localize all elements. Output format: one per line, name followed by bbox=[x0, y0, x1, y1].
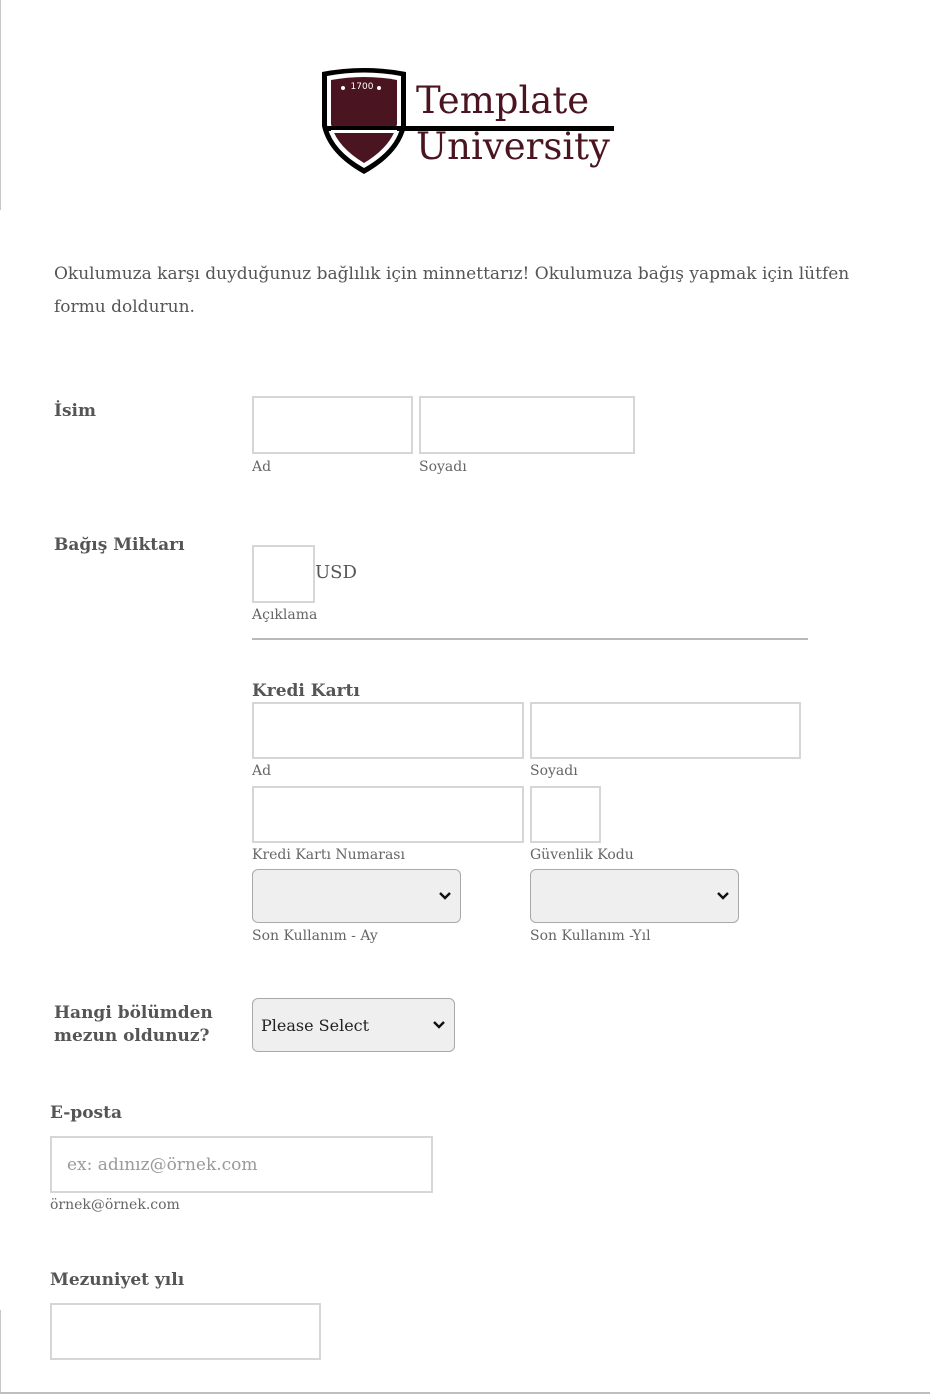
card-number-sublabel: Kredi Kartı Numarası bbox=[252, 847, 405, 863]
university-logo bbox=[320, 66, 620, 178]
donation-amount-input[interactable] bbox=[252, 545, 315, 603]
card-number-input[interactable] bbox=[252, 786, 524, 843]
chevron-down-icon bbox=[432, 1020, 446, 1030]
department-label bbox=[54, 1002, 213, 1048]
form-intro-text: Okulumuza karşı duyduğunuz bağlılık için minnettarız! Okulumuza bağış yapmak için lütfen formu doldurun. bbox=[54, 264, 850, 317]
email-sublabel: örnek@örnek.com bbox=[50, 1197, 180, 1213]
chevron-down-icon bbox=[716, 891, 730, 901]
currency-label: USD bbox=[315, 562, 357, 583]
department-selected-value: Please Select bbox=[261, 1015, 370, 1035]
frame-edge-bottom bbox=[0, 1310, 1, 1394]
expiry-month-select[interactable] bbox=[252, 869, 461, 923]
expiry-year-sublabel: Son Kullanım -Yıl bbox=[530, 928, 651, 944]
department-label-line1: Hangi bölümden bbox=[54, 1003, 213, 1023]
security-code-input[interactable] bbox=[530, 786, 601, 843]
expiry-month-sublabel: Son Kullanım - Ay bbox=[252, 928, 378, 944]
chevron-down-icon bbox=[438, 891, 452, 901]
card-last-name-input[interactable] bbox=[530, 702, 801, 759]
logo-title-line1: Template bbox=[416, 79, 590, 122]
last-name-input[interactable] bbox=[419, 396, 635, 454]
card-first-name-sublabel: Ad bbox=[252, 763, 272, 779]
department-label-line2: mezun oldunuz? bbox=[54, 1026, 210, 1046]
credit-card-heading: Kredi Kartı bbox=[252, 681, 360, 701]
department-select[interactable] bbox=[252, 998, 455, 1052]
logo-year: 1700 bbox=[350, 82, 374, 92]
email-input[interactable] bbox=[50, 1136, 433, 1193]
last-name-sublabel: Soyadı bbox=[419, 459, 467, 475]
card-last-name-sublabel: Soyadı bbox=[530, 763, 578, 779]
expiry-year-select[interactable] bbox=[530, 869, 739, 923]
card-first-name-input[interactable] bbox=[252, 702, 524, 759]
email-label: E-posta bbox=[50, 1103, 122, 1123]
graduation-year-label: Mezuniyet yılı bbox=[50, 1270, 185, 1290]
donation-description-sublabel: Açıklama bbox=[252, 607, 318, 623]
frame-edge-top bbox=[0, 0, 1, 210]
graduation-year-input[interactable] bbox=[50, 1303, 321, 1360]
logo-title-line2: University bbox=[416, 125, 610, 168]
security-code-sublabel: Güvenlik Kodu bbox=[530, 847, 634, 863]
donation-amount-label: Bağış Miktarı bbox=[54, 535, 185, 555]
first-name-sublabel: Ad bbox=[252, 459, 272, 475]
name-label: İsim bbox=[54, 401, 96, 421]
first-name-input[interactable] bbox=[252, 396, 413, 454]
section-divider bbox=[252, 638, 808, 640]
